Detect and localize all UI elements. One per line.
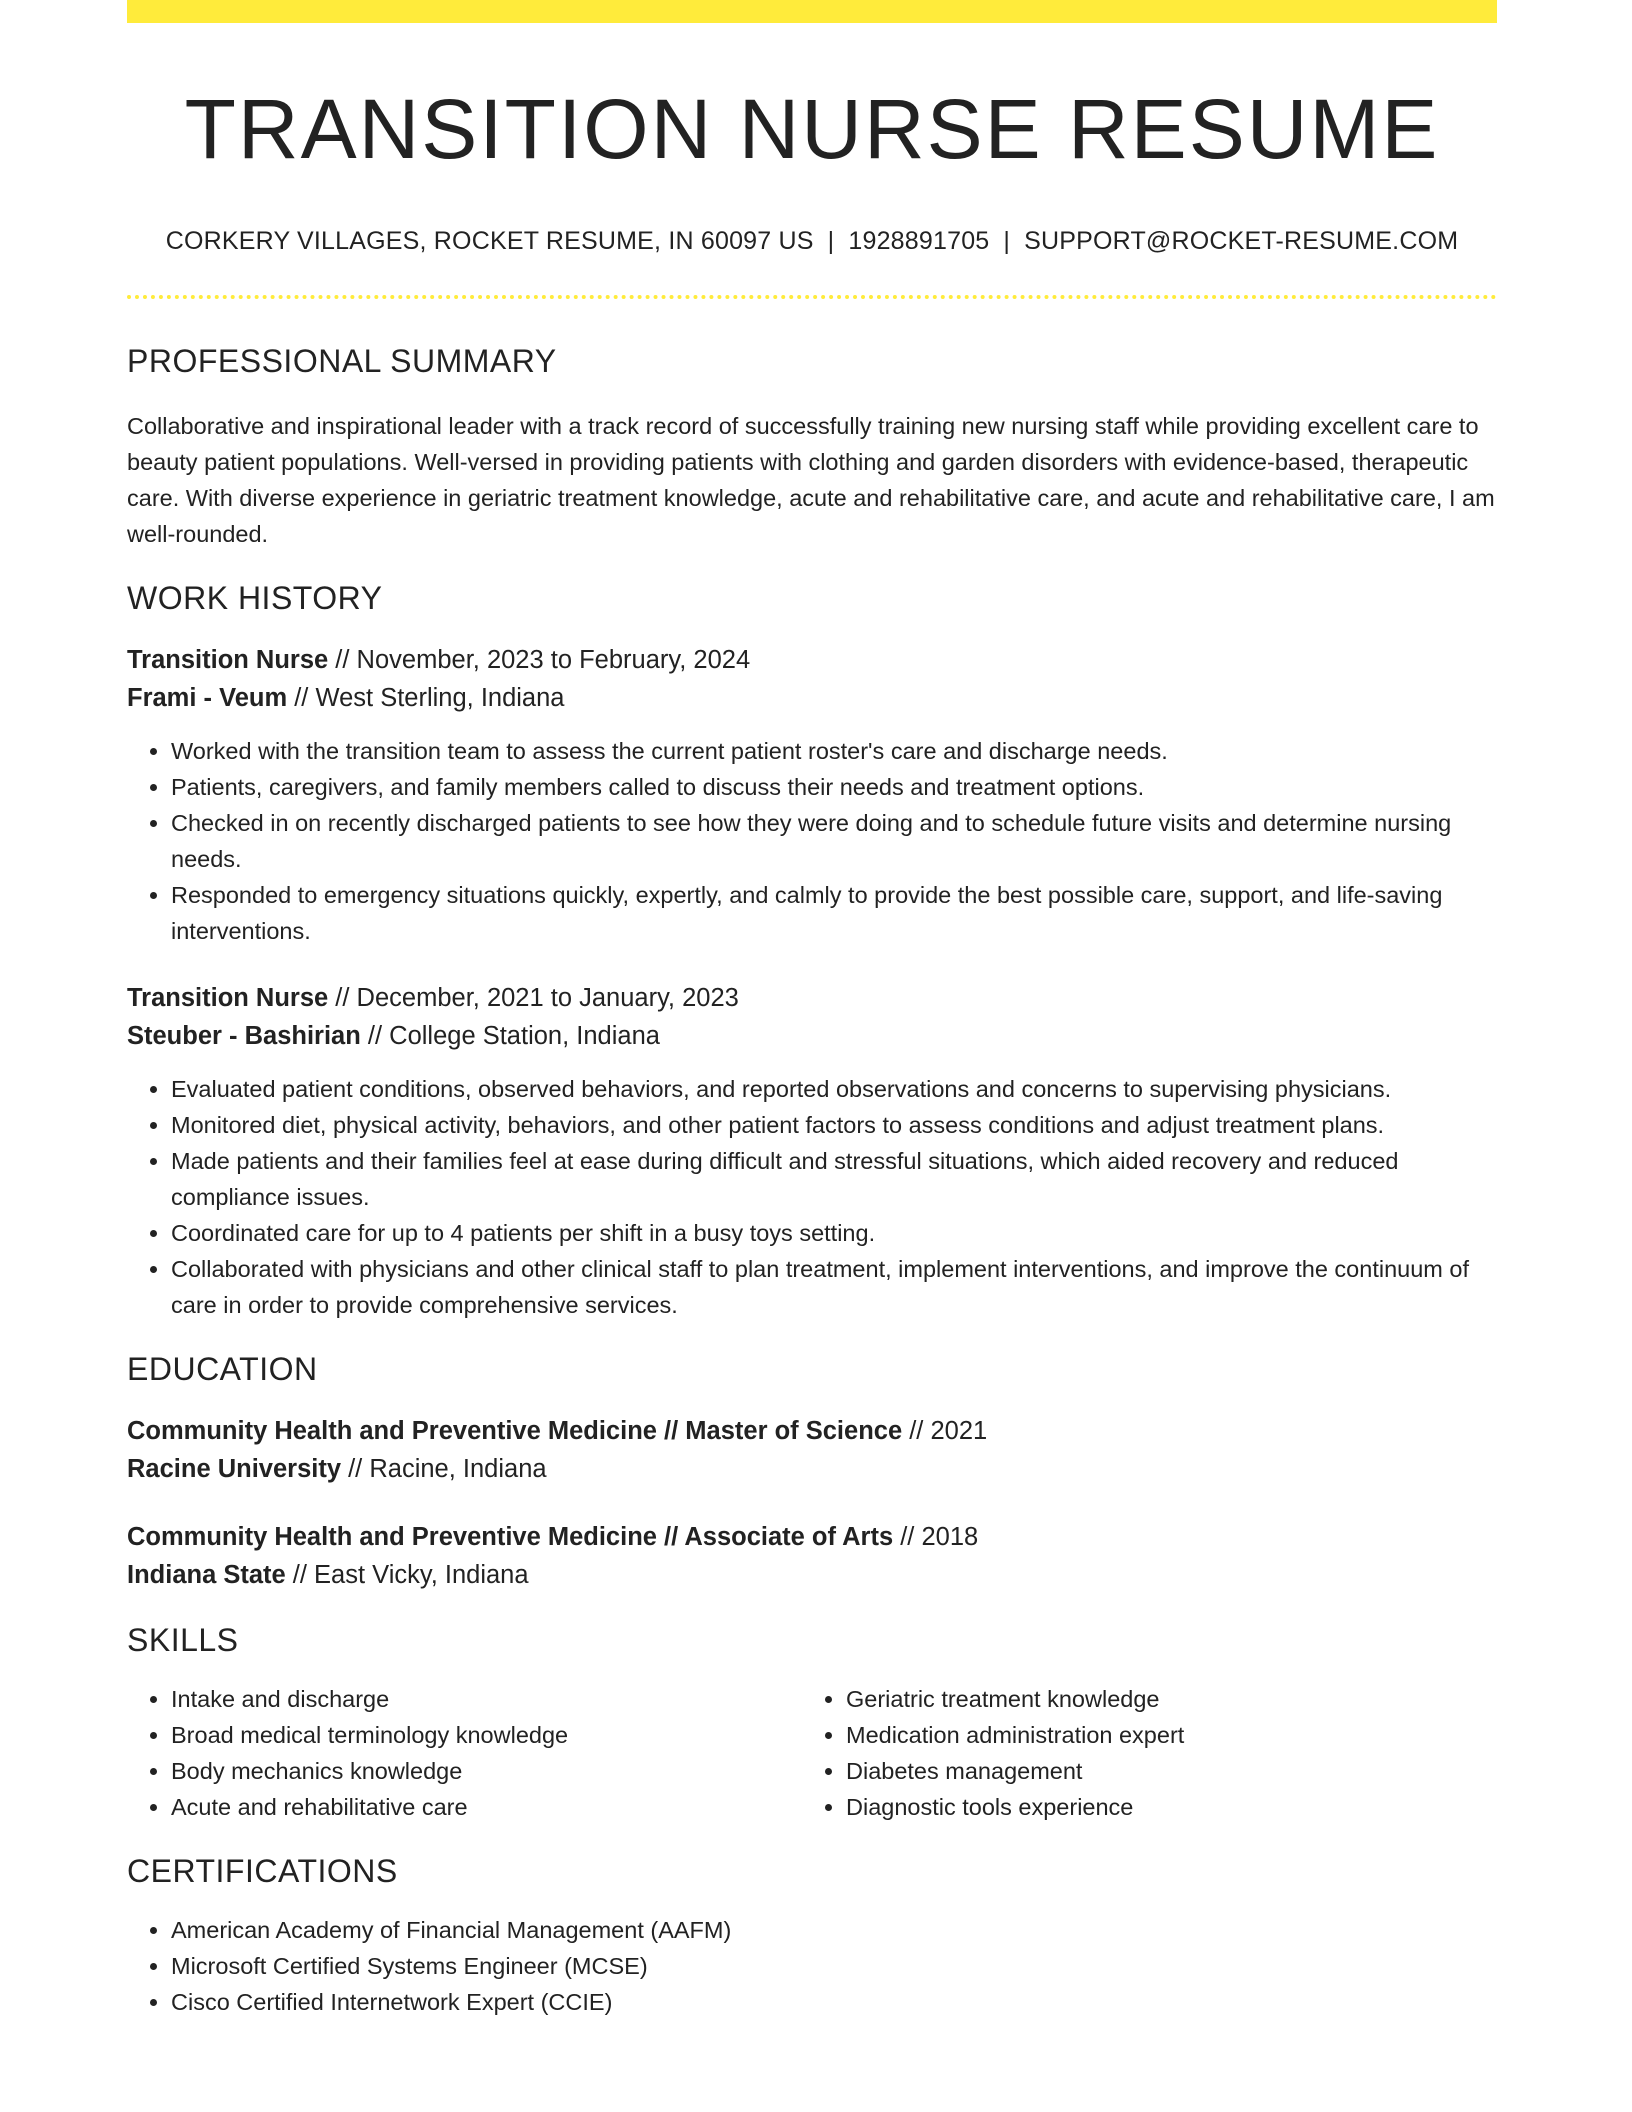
job-bullet: • Collaborated with physicians and other clinical staff to plan treatment, implement interventions, and improve the continuum of care in order to provide comprehensive services. [171, 1251, 1497, 1323]
education-year: // 2021 [902, 1417, 988, 1446]
section-heading-summary: PROFESSIONAL SUMMARY [127, 343, 557, 380]
job-company: Frami - Veum [127, 684, 288, 713]
job-entry [127, 979, 1497, 1323]
job-entry [127, 641, 1497, 949]
skills-column-right [802, 1681, 1477, 1825]
contact-address: CORKERY VILLAGES, ROCKET RESUME, IN 60097 US [165, 227, 814, 256]
education-degree-line [127, 1412, 1497, 1450]
education-school: Indiana State [127, 1561, 286, 1590]
job-bullet: • Checked in on recently discharged patients to see how they were doing and to schedule future visits and determine nursing needs. [171, 805, 1497, 877]
job-bullet: • Responded to emergency situations quickly, expertly, and calmly to provide the best possible care, support, and life-saving interventions. [171, 877, 1497, 949]
skills-list [127, 1681, 802, 1825]
contact-email: SUPPORT@ROCKET-RESUME.COM [1024, 227, 1459, 256]
job-bullets [127, 733, 1497, 949]
job-bullet: • Coordinated care for up to 4 patients per shift in a busy toys setting. [171, 1215, 1497, 1251]
education-location: // East Vicky, Indiana [285, 1561, 529, 1590]
education-location: // Racine, Indiana [341, 1455, 547, 1484]
job-bullet: • Patients, caregivers, and family members called to discuss their needs and treatment options. [171, 769, 1497, 805]
job-company-line [127, 1017, 1497, 1055]
education-school-line [127, 1556, 1497, 1594]
skill-item: • Acute and rehabilitative care [171, 1789, 802, 1825]
job-bullets [127, 1071, 1497, 1323]
education-school: Racine University [127, 1455, 342, 1484]
skills-list [802, 1681, 1477, 1825]
section-heading-skills: SKILLS [127, 1622, 239, 1659]
education-entry [127, 1518, 1497, 1594]
resume-page [127, 0, 1497, 2020]
contact-phone: 1928891705 [848, 227, 990, 256]
skill-item: • Body mechanics knowledge [171, 1753, 802, 1789]
job-title: Transition Nurse [127, 984, 329, 1013]
dotted-divider [127, 295, 1497, 299]
resume-title: TRANSITION NURSE RESUME [184, 82, 1440, 176]
certifications-list [127, 1912, 1497, 2020]
section-heading-work: WORK HISTORY [127, 580, 383, 617]
certification-item: • American Academy of Financial Management (AAFM) [171, 1912, 1497, 1948]
top-accent-bar [127, 0, 1497, 23]
job-title-line [127, 641, 1497, 679]
education-degree-line [127, 1518, 1497, 1556]
skill-item: • Diabetes management [846, 1753, 1477, 1789]
skill-item: • Intake and discharge [171, 1681, 802, 1717]
job-company-line [127, 679, 1497, 717]
skill-item: • Diagnostic tools experience [846, 1789, 1477, 1825]
skill-item: • Broad medical terminology knowledge [171, 1717, 802, 1753]
job-title-line [127, 979, 1497, 1017]
certification-item: • Cisco Certified Internetwork Expert (CCIE) [171, 1984, 1497, 2020]
education-year: // 2018 [893, 1523, 979, 1552]
job-location: // College Station, Indiana [360, 1022, 660, 1051]
job-dates: // November, 2023 to February, 2024 [328, 646, 751, 675]
skill-item: • Medication administration expert [846, 1717, 1477, 1753]
job-company: Steuber - Bashirian [127, 1022, 361, 1051]
section-heading-certifications: CERTIFICATIONS [127, 1853, 398, 1890]
job-title: Transition Nurse [127, 646, 329, 675]
job-location: // West Sterling, Indiana [287, 684, 565, 713]
education-degree: Community Health and Preventive Medicine // Master of Science [127, 1417, 903, 1446]
contact-separator: | [1003, 227, 1011, 256]
job-bullet: • Evaluated patient conditions, observed behaviors, and reported observations and concerns to supervising physicians. [171, 1071, 1497, 1107]
summary-text: Collaborative and inspirational leader with a track record of successfully training new nursing staff while providing excellent care to beauty patient populations. Well-versed in providing patients with clothing and garden disorders with evidence-based, therapeutic care. With diverse experience in geriatric treatment knowledge, acute and rehabilitative care, and acute and rehabilitative care, I am well-rounded. [127, 413, 1495, 548]
skills-grid [127, 1681, 1497, 1825]
education-school-line [127, 1450, 1497, 1488]
job-bullet: • Monitored diet, physical activity, behaviors, and other patient factors to assess conditions and adjust treatment plans. [171, 1107, 1497, 1143]
education-degree: Community Health and Preventive Medicine // Associate of Arts [127, 1523, 894, 1552]
job-dates: // December, 2021 to January, 2023 [328, 984, 739, 1013]
job-bullet: • Worked with the transition team to assess the current patient roster's care and discharge needs. [171, 733, 1497, 769]
contact-line [127, 227, 1497, 256]
skill-item: • Geriatric treatment knowledge [846, 1681, 1477, 1717]
contact-separator: | [827, 227, 835, 256]
skills-column-left [127, 1681, 802, 1825]
job-bullet: • Made patients and their families feel at ease during difficult and stressful situations, which aided recovery and reduced compliance issues. [171, 1143, 1497, 1215]
section-heading-education: EDUCATION [127, 1351, 318, 1388]
certification-item: • Microsoft Certified Systems Engineer (MCSE) [171, 1948, 1497, 1984]
education-entry [127, 1412, 1497, 1488]
